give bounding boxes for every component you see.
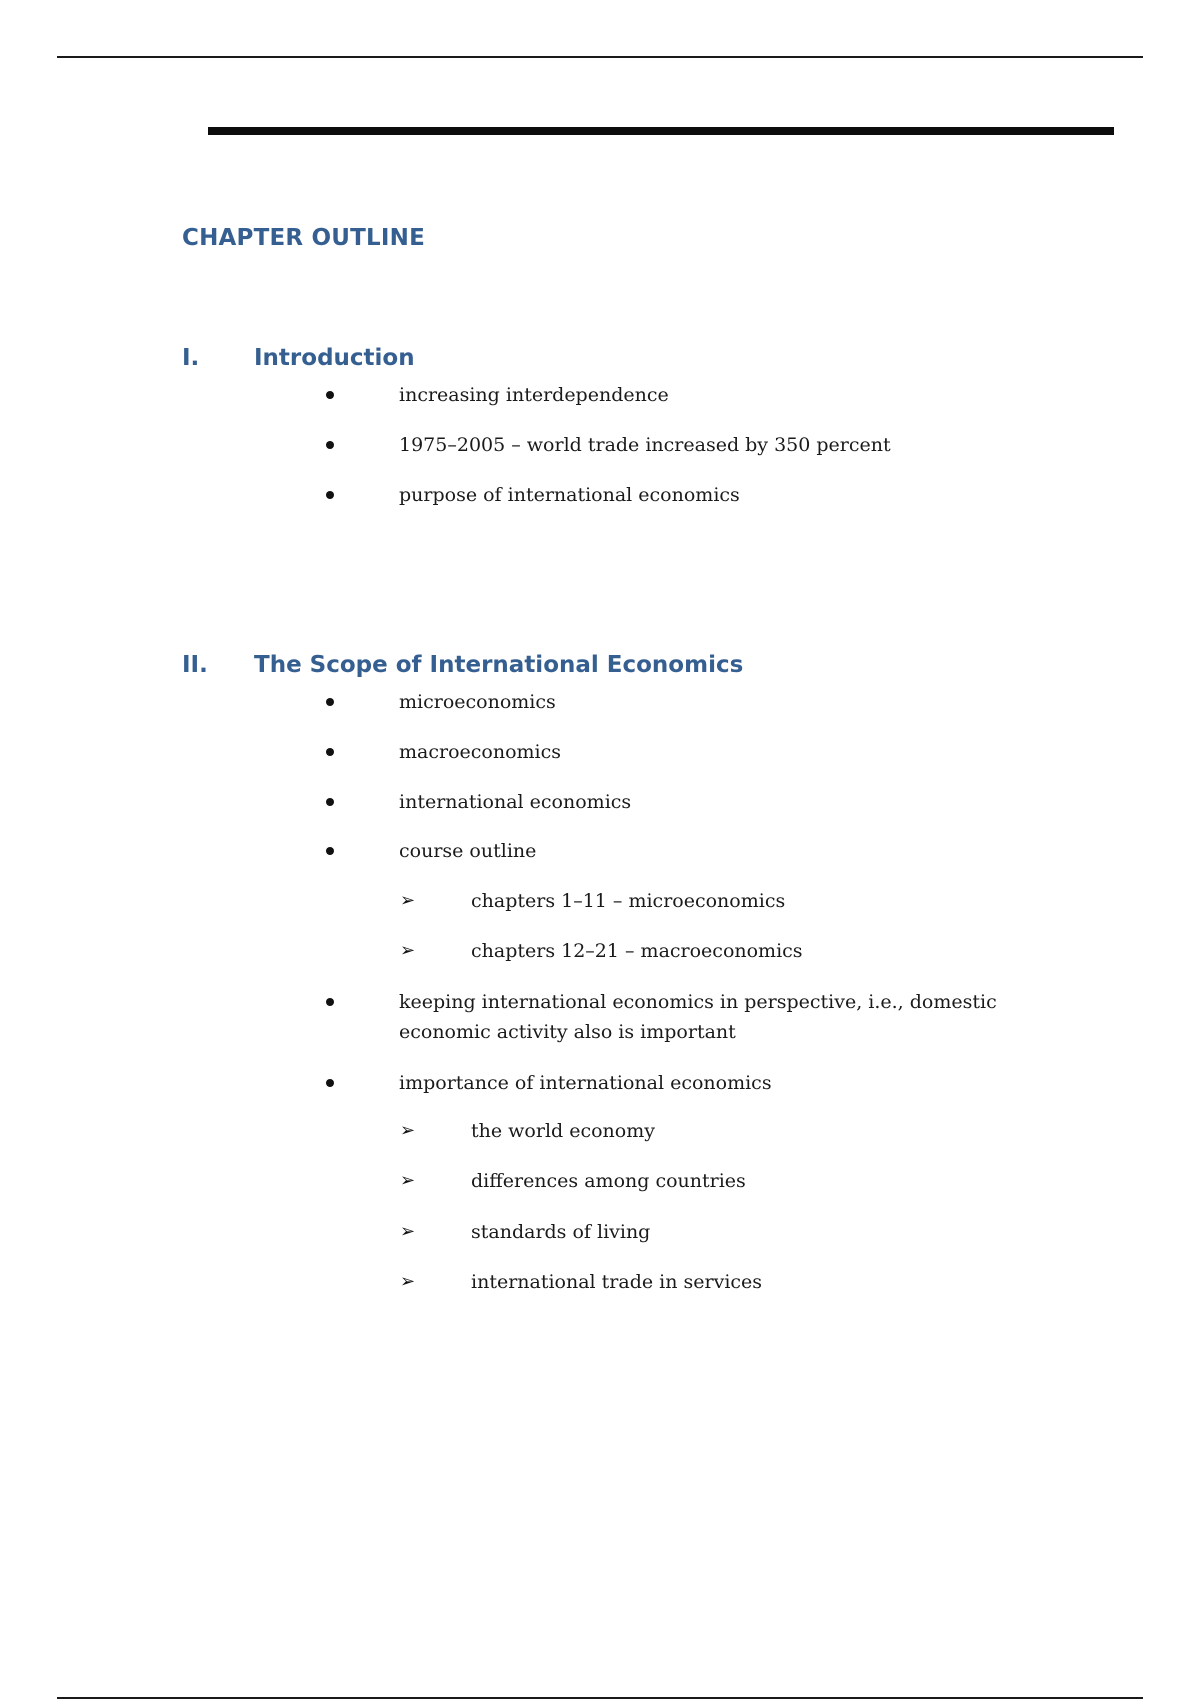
page-bottom-rule: [57, 1697, 1143, 1699]
list-item: [0, 687, 1200, 717]
bullet-dot-icon: [326, 836, 336, 846]
list-item: [0, 430, 1200, 460]
arrow-bullet-icon: ➢: [400, 1271, 416, 1292]
section-number: II.: [182, 652, 208, 678]
arrow-bullet-icon: ➢: [400, 940, 416, 961]
sub-list-item-text: differences among countries: [471, 1170, 746, 1192]
list-item-text: 1975–2005 – world trade increased by 350 percent: [399, 434, 891, 456]
list-item: [0, 1068, 1200, 1098]
bullet-dot-icon: [326, 1068, 336, 1078]
sub-list-item: [0, 936, 1200, 966]
arrow-bullet-icon: ➢: [400, 1221, 416, 1242]
chapter-divider-rule: [208, 127, 1114, 135]
bullet-dot-icon: [326, 687, 336, 697]
list-item: [0, 480, 1200, 510]
bullet-dot-icon: [326, 787, 336, 797]
list-item-text: course outline: [399, 840, 537, 862]
list-item-text: increasing interdependence: [399, 384, 669, 406]
list-item-text: keeping international economics in perspective, i.e., domestic economic activity also is important: [399, 991, 997, 1043]
sub-list-item-text: international trade in services: [471, 1271, 763, 1293]
list-item: [0, 737, 1200, 767]
bullet-dot-icon: [326, 737, 336, 747]
list-item-text: international economics: [399, 791, 632, 813]
arrow-bullet-icon: ➢: [400, 890, 416, 911]
bullet-dot-icon: [326, 480, 336, 490]
section-title: The Scope of International Economics: [254, 652, 744, 678]
arrow-bullet-icon: ➢: [400, 1120, 416, 1141]
sub-list-item-text: the world economy: [471, 1120, 655, 1142]
section-heading: [0, 652, 1200, 688]
sub-list-item: [0, 1267, 1200, 1297]
section-heading: [0, 345, 1200, 381]
arrow-bullet-icon: ➢: [400, 1170, 416, 1191]
sub-list-item: [0, 1116, 1200, 1146]
chapter-outline-title: CHAPTER OUTLINE: [182, 225, 425, 251]
list-item-text: macroeconomics: [399, 741, 561, 763]
bullet-dot-icon: [326, 380, 336, 390]
sub-list-item-text: chapters 1–11 – microeconomics: [471, 890, 786, 912]
bullet-dot-icon: [326, 987, 336, 997]
list-item-text: importance of international economics: [399, 1072, 772, 1094]
sub-list-item: [0, 886, 1200, 916]
list-item-text: microeconomics: [399, 691, 556, 713]
sub-list-item: [0, 1166, 1200, 1196]
sub-list-item-text: chapters 12–21 – macroeconomics: [471, 940, 803, 962]
list-item: [0, 787, 1200, 817]
page-top-rule: [57, 56, 1143, 58]
list-item: [0, 380, 1200, 410]
sub-list-item-text: standards of living: [471, 1221, 651, 1243]
section-title: Introduction: [254, 345, 415, 371]
list-item: [0, 836, 1200, 866]
list-item-text: purpose of international economics: [399, 484, 740, 506]
section-number: I.: [182, 345, 200, 371]
sub-list-item: [0, 1217, 1200, 1247]
bullet-dot-icon: [326, 430, 336, 440]
list-item: [0, 987, 1200, 1047]
